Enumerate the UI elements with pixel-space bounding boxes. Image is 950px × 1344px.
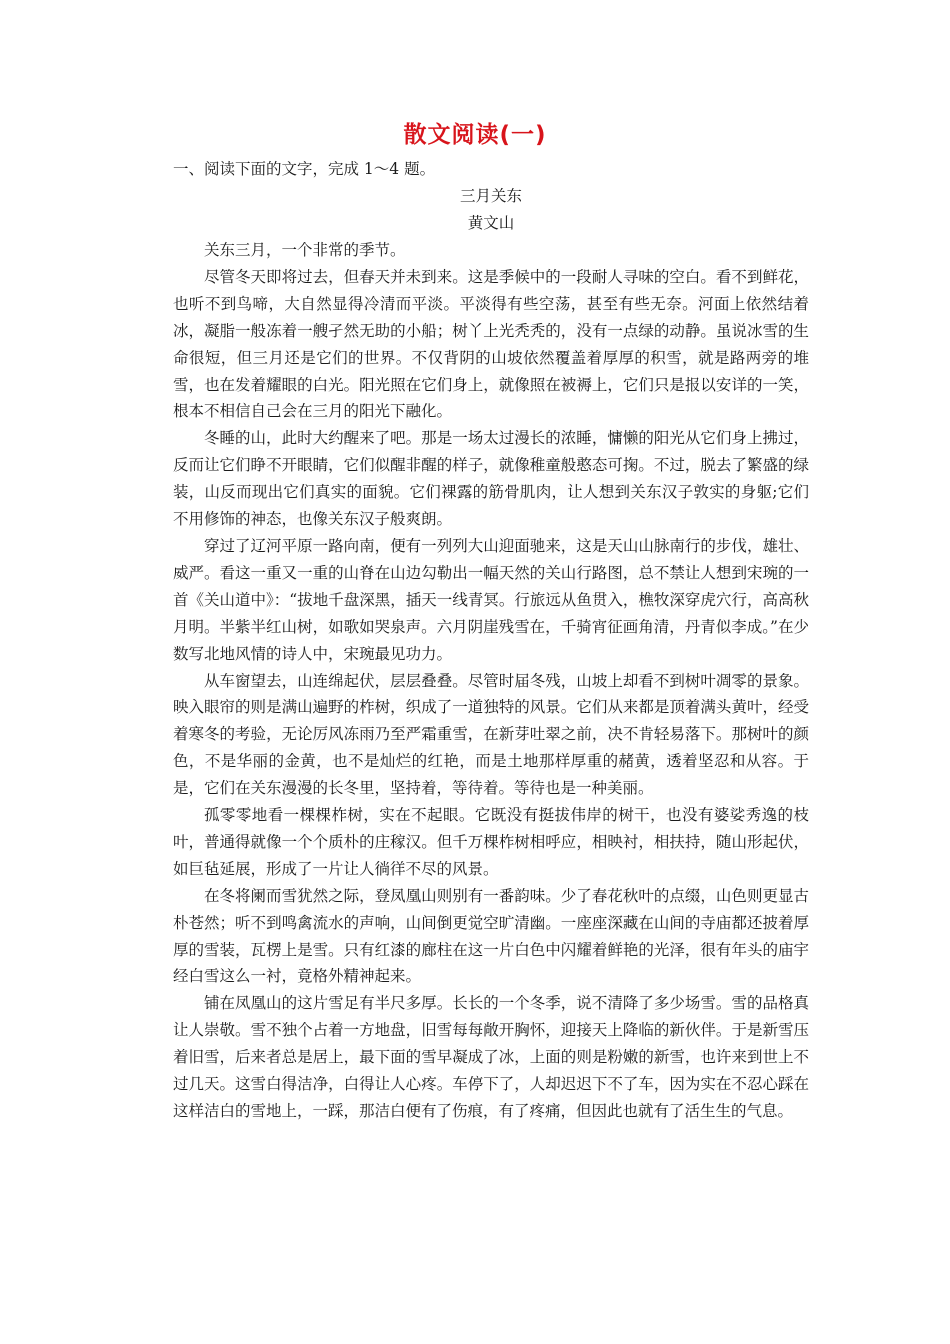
paragraph-8: 铺在凤凰山的这片雪足有半尺多厚。长长的一个冬季，说不清降了多少场雪。雪的品格真让人崇敬。雪不独个占着一方地盘，旧雪每每敞开胸怀，迎接天上降临的新伙伴。于是新雪压着旧雪，后来者总是居上，最下面的雪早凝成了冰，上面的则是粉嫩的新雪，也许来到世上不过几天。这雪白得洁净，白得让人心疼。车停下了，人却迟迟下不了车，因为实在不忍心踩在这样洁白的雪地上，一踩，那洁白便有了伤痕，有了疼痛，但因此也就有了活生生的气息。 [173,994,809,1120]
paragraph-1: 关东三月，一个非常的季节。 [204,241,406,259]
document-body [173,156,809,1125]
paragraph-4: 穿过了辽河平原一路向南，便有一列列大山迎面驰来，这是天山山脉南行的步伐，雄壮、威严。看这一重又一重的山脊在山边勾勒出一幅天然的关山行路图，总不禁让人想到宋琬的一首《关山道中》：“拔地千盘深黑，插天一线青冥。行旅远从鱼贯入，樵牧深穿虎穴行，高高秋月明。半紫半红山树，如歌如哭泉声。六月阴崖残雪在，千骑宵征画角清，丹青似李成。”在少数写北地风情的诗人中，宋琬最见功力。 [173,536,809,663]
question-instruction: 一、阅读下面的文字，完成 1～4 题。 [173,160,436,178]
essay-title: 三月关东 [459,187,522,205]
paragraph-2: 尽管冬天即将过去，但春天并未到来。这是季候中的一段耐人寻味的空白。看不到鲜花，也听不到鸟啼，大自然显得冷清而平淡。平淡得有些空荡，甚至有些无奈。河面上依然结着冰，凝脂一般冻着一艘孑然无助的小船；树丫上光秃秃的，没有一点绿的动静。虽说冰雪的生命很短，但三月还是它们的世界。不仅背阴的山坡依然覆盖着厚厚的积雪，就是路两旁的堆雪，也在发着耀眼的白光。阳光照在它们身上，就像照在被褥上，它们只是报以安详的一笑，根本不相信自己会在三月的阳光下融化。 [173,267,809,421]
essay-author: 黄文山 [467,214,515,232]
document-title: 散文阅读(一) [403,122,547,148]
paragraph-5: 从车窗望去，山连绵起伏，层层叠叠。尽管时届冬残，山坡上却看不到树叶凋零的景象。映入眼帘的则是满山遍野的柞树，织成了一道独特的风景。它们从来都是顶着满头黄叶，经受着寒冬的考验，无论厉风冻雨乃至严霜重雪，在新芽吐翠之前，决不肯轻易落下。那树叶的颜色，不是华丽的金黄，也不是灿烂的红艳，而是土地那样厚重的赭黄，透着坚忍和从容。于是，它们在关东漫漫的长冬里，坚持着，等待着。等待也是一种美丽。 [173,671,809,798]
paragraph-6: 孤零零地看一棵棵柞树，实在不起眼。它既没有挺拔伟岸的树干，也没有婆娑秀逸的枝叶，普通得就像一个个质朴的庄稼汉。但千万棵柞树相呼应，相映衬，相扶持，随山形起伏，如巨毡延展，形成了一片让人徜徉不尽的风景。 [173,806,809,878]
paragraph-3: 冬睡的山，此时大约醒来了吧。那是一场太过漫长的浓睡，慵懒的阳光从它们身上拂过，反而让它们睁不开眼睛，它们似醒非醒的样子，就像稚童般憨态可掬。不过，脱去了繁盛的绿装，山反而现出它们真实的面貌。它们裸露的筋骨肌肉，让人想到关东汉子敦实的身躯;它们不用修饰的神态，也像关东汉子般爽朗。 [173,429,809,529]
paragraph-7: 在冬将阑而雪犹然之际，登凤凰山则别有一番韵味。少了春花秋叶的点缀，山色则更显古朴苍然；听不到鸣禽流水的声响，山间倒更觉空旷清幽。一座座深藏在山间的寺庙都还披着厚厚的雪装，瓦楞上是雪。只有红漆的廊柱在这一片白色中闪耀着鲜艳的光泽，很有年头的庙宇经白雪这么一衬，竟格外精神起来。 [173,886,809,986]
